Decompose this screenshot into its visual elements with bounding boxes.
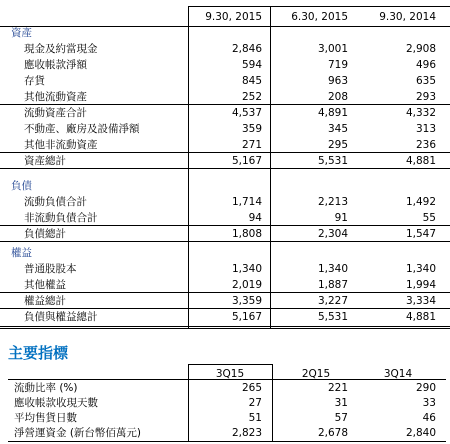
table-row [0, 57, 450, 74]
cell-value: 1,994 [405, 279, 436, 291]
cell-value: 496 [415, 59, 436, 71]
kpi-label: 流動比率 (%) [14, 382, 78, 394]
kpi-value: 51 [248, 412, 262, 424]
column-box-right-border [270, 6, 271, 328]
row-label: 不動產、廠房及設備淨額 [24, 123, 140, 135]
cell-value: 845 [241, 75, 262, 87]
cell-value: 271 [241, 139, 262, 151]
row-label: 應收帳款淨額 [24, 59, 87, 71]
cell-value: 1,340 [231, 263, 262, 275]
kpi-value: 2,678 [317, 427, 348, 439]
cell-value: 94 [248, 212, 262, 224]
kpi-value: 2,840 [405, 427, 436, 439]
table-row [0, 73, 450, 90]
section-title-assets [0, 25, 450, 42]
cell-value: 2,213 [317, 196, 348, 208]
kpi-col-header: 2Q15 [301, 368, 331, 380]
table-row [0, 194, 450, 211]
kpi-label: 應收帳款收現天數 [14, 397, 98, 409]
cell-value: 5,531 [317, 311, 348, 323]
column-box-left-border [188, 6, 189, 328]
total-rule-bottom [0, 168, 450, 169]
header-top-rule [188, 6, 450, 7]
kpi-box-top-rule [188, 364, 272, 365]
cell-value: 4,891 [317, 107, 348, 119]
kpi-label: 淨營運資金 (新台幣佰萬元) [14, 427, 142, 439]
kpi-bottom-rule [8, 441, 446, 442]
cell-value: 4,881 [405, 311, 436, 323]
cell-value: 55 [422, 212, 436, 224]
kpi-col-header: 3Q15 [215, 368, 245, 380]
kpi-value: 33 [422, 397, 436, 409]
row-label: 其他非流動資產 [24, 139, 98, 151]
kpi-header-rule [8, 379, 446, 380]
cell-value: 1,492 [405, 196, 436, 208]
cell-value: 2,304 [317, 228, 348, 240]
cell-value: 293 [415, 91, 436, 103]
header-bottom-rule [0, 26, 450, 27]
equity-total-rule [0, 292, 450, 293]
section-title-liabilities [0, 178, 450, 195]
kpi-value: 290 [415, 382, 436, 394]
kpi-label: 平均售貨日數 [14, 412, 77, 424]
bs-header-row [0, 9, 450, 26]
cell-value: 1,340 [405, 263, 436, 275]
section-title: 資產 [11, 27, 32, 39]
liabilities-total-rule-top [0, 225, 450, 226]
table-row [0, 261, 450, 278]
row-label: 負債與權益總計 [24, 311, 98, 323]
cell-value: 236 [415, 139, 436, 151]
table-row-grand-total [0, 309, 450, 326]
kpi-box-right-border [272, 364, 273, 442]
row-label: 其他流動資產 [24, 91, 87, 103]
bs-col-header: 6.30, 2015 [291, 11, 348, 23]
kpi-value: 57 [334, 412, 348, 424]
row-label: 資產總計 [24, 155, 66, 167]
row-label: 普通股股本 [24, 263, 77, 275]
cell-value: 1,808 [231, 228, 262, 240]
section-title: 權益 [11, 247, 32, 259]
row-label: 流動負債合計 [24, 196, 87, 208]
table-row [0, 41, 450, 58]
cell-value: 91 [334, 212, 348, 224]
row-label: 其他權益 [24, 279, 66, 291]
bs-col-header: 9.30, 2015 [205, 11, 262, 23]
cell-value: 3,001 [317, 43, 348, 55]
cell-value: 963 [327, 75, 348, 87]
row-label: 權益總計 [24, 295, 66, 307]
cell-value: 594 [241, 59, 262, 71]
kpi-value: 46 [422, 412, 436, 424]
kpi-value: 2,823 [231, 427, 262, 439]
cell-value: 4,881 [405, 155, 436, 167]
cell-value: 313 [415, 123, 436, 135]
cell-value: 4,332 [405, 107, 436, 119]
table-row [0, 121, 450, 138]
cell-value: 1,887 [317, 279, 348, 291]
kpi-col-header: 3Q14 [383, 368, 413, 380]
cell-value: 1,714 [231, 196, 262, 208]
cell-value: 5,167 [231, 155, 262, 167]
total-rule-top [0, 152, 450, 153]
row-label: 流動資產合計 [24, 107, 87, 119]
row-label: 負債總計 [24, 228, 66, 240]
cell-value: 3,359 [231, 295, 262, 307]
cell-value: 345 [327, 123, 348, 135]
cell-value: 2,846 [231, 43, 262, 55]
table-row [0, 105, 450, 122]
cell-value: 3,334 [405, 295, 436, 307]
grand-total-rule-bottom [0, 326, 450, 329]
cell-value: 3,227 [317, 295, 348, 307]
cell-value: 295 [327, 139, 348, 151]
bs-col-header: 9.30, 2014 [379, 11, 436, 23]
cell-value: 5,531 [317, 155, 348, 167]
subtotal-rule [0, 104, 450, 105]
cell-value: 359 [241, 123, 262, 135]
spacer [0, 6, 188, 7]
row-label: 非流動負債合計 [24, 212, 98, 224]
cell-value: 2,908 [405, 43, 436, 55]
cell-value: 252 [241, 91, 262, 103]
liabilities-total-rule-bottom [0, 241, 450, 242]
cell-value: 1,340 [317, 263, 348, 275]
section-title-equity [0, 245, 450, 262]
kpi-value: 27 [248, 397, 262, 409]
cell-value: 635 [415, 75, 436, 87]
grand-total-rule-top [0, 308, 450, 309]
row-label: 存貨 [24, 75, 45, 87]
cell-value: 719 [327, 59, 348, 71]
kpi-box-left-border [188, 364, 189, 442]
kpi-value: 265 [241, 382, 262, 394]
cell-value: 4,537 [231, 107, 262, 119]
kpi-section-title: 主要指標 [8, 344, 69, 362]
kpi-row [0, 425, 450, 442]
cell-value: 5,167 [231, 311, 262, 323]
cell-value: 208 [327, 91, 348, 103]
cell-value: 1,547 [405, 228, 436, 240]
kpi-value: 31 [334, 397, 348, 409]
row-label: 現金及約當現金 [24, 43, 98, 55]
section-title: 負債 [11, 180, 32, 192]
cell-value: 2,019 [231, 279, 262, 291]
kpi-value: 221 [327, 382, 348, 394]
